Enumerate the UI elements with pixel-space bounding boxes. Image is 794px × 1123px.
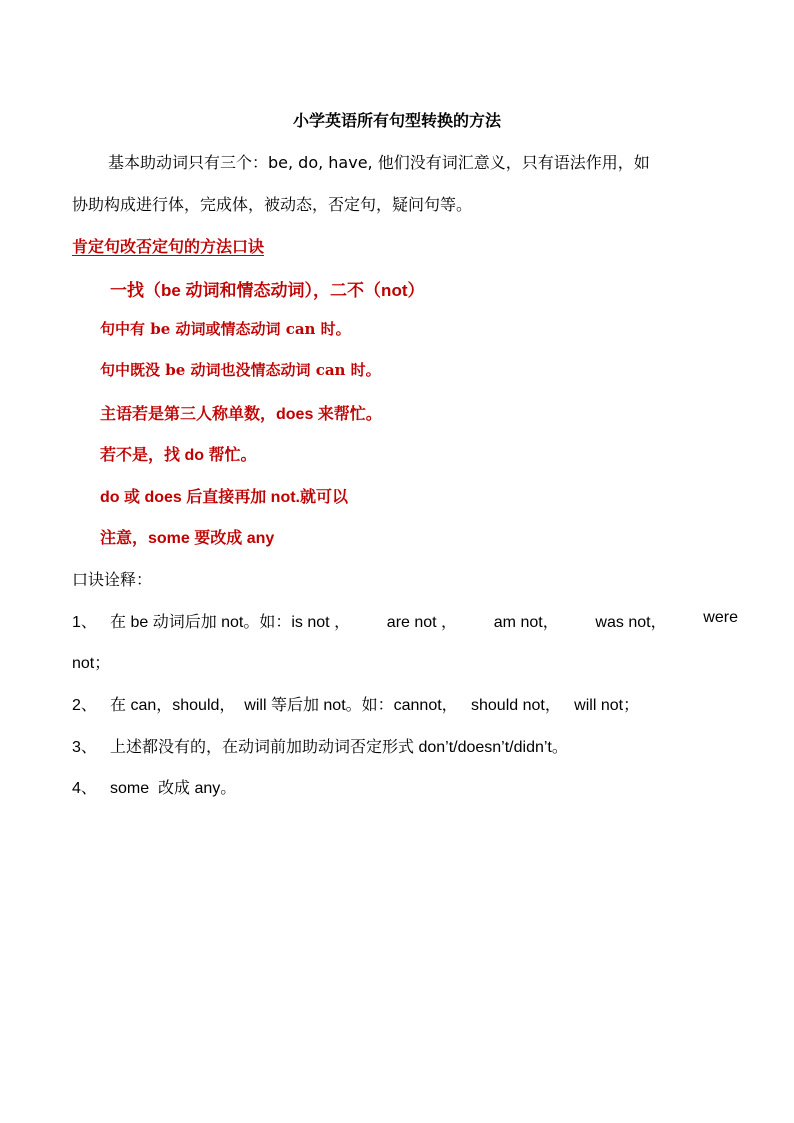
item-part: am not， <box>493 614 559 631</box>
item-text: 上述都没有的，在动词前加助动词否定形式 don’t/doesn’t/didn’t。 <box>110 739 568 756</box>
item-part: was not， <box>595 614 667 631</box>
rhyme-heading: 肯定句改否定句的方法口诀 <box>72 237 265 256</box>
page-title: 小学英语所有句型转换的方法 <box>292 111 501 130</box>
item-number: 3、 <box>72 739 97 756</box>
item-number: 4、 <box>72 780 97 797</box>
item-text: some 改成 any。 <box>110 780 237 797</box>
intro-line-2: 协助构成进行体，完成体，被动态，否定句，疑问句等。 <box>72 195 473 214</box>
rhyme-line-1: 一找（be 动词和情态动词），二不（not） <box>110 281 425 300</box>
item-part: were <box>703 609 738 626</box>
intro-line-1: 基本助动词只有三个：be, do, have, 他们没有词汇意义，只有语法作用，如 <box>108 153 650 172</box>
item-text: 在 can，should， will 等后加 not。如：cannot， should not， will not； <box>110 697 640 714</box>
item-number: 2、 <box>72 697 97 714</box>
item-number: 1、 <box>72 614 97 631</box>
item-part: 在 be 动词后加 not。如：is not ， <box>110 614 351 631</box>
item-text-line <box>110 609 738 632</box>
explain-label: 口诀诠释： <box>72 570 153 589</box>
rhyme-line-3: 句中既没 be 动词也没情态动词 can 时。 <box>100 361 381 379</box>
rhyme-line-4: 主语若是第三人称单数，does 来帮忙。 <box>100 406 382 423</box>
rhyme-line-6: do 或 does 后直接再加 not.就可以 <box>100 489 348 506</box>
item-part: are not ， <box>386 614 458 631</box>
rhyme-line-2: 句中有 be 动词或情态动词 can 时。 <box>100 320 351 338</box>
item-continuation: not； <box>72 655 111 672</box>
rhyme-line-5: 若不是，找 do 帮忙。 <box>100 447 257 464</box>
rhyme-line-7: 注意，some 要改成 any <box>100 530 275 547</box>
